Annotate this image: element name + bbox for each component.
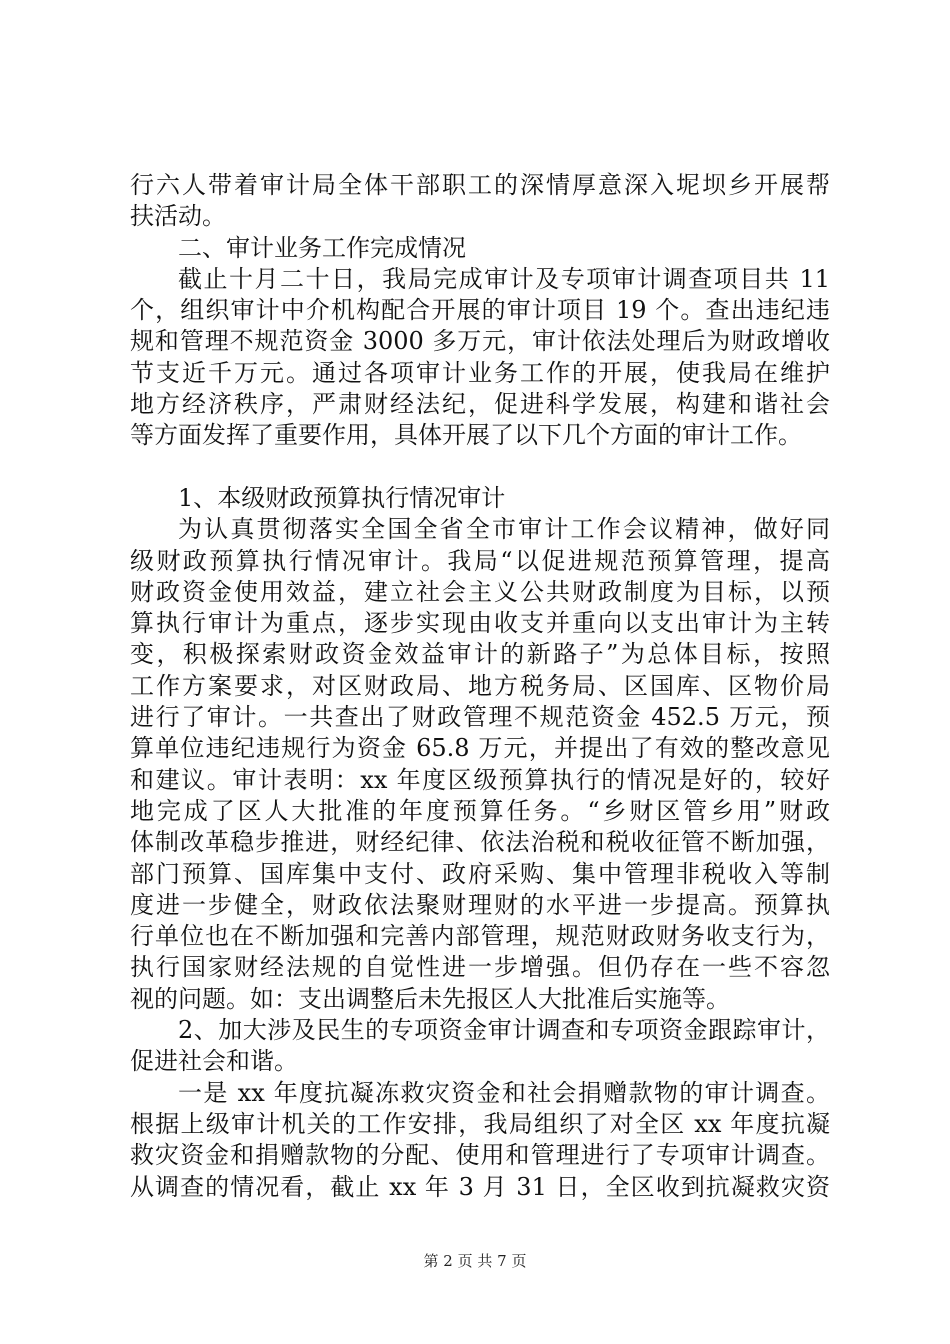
text-line: 促进社会和谐。 [130, 1047, 298, 1076]
text-line: 变，积极探索财政资金效益审计的新路子”为总体目标，按照 [130, 640, 830, 669]
text-line: 为认真贯彻落实全国全省全市审计工作会议精神，做好同 [178, 515, 830, 544]
text-line: 救灾资金和捐赠款物的分配、使用和管理进行了专项审计调查。 [130, 1141, 830, 1170]
text-line: 地方经济秩序，严肃财经法纪，促进科学发展，构建和谐社会 [130, 390, 830, 419]
text-line: 进行了审计。一共查出了财政管理不规范资金 452.5 万元，预 [130, 703, 830, 732]
text-line: 节支近千万元。通过各项审计业务工作的开展，使我局在维护 [130, 358, 830, 387]
section-heading: 二、审计业务工作完成情况 [178, 233, 466, 262]
text-line: 地完成了区人大批准的年度预算任务。“乡财区管乡用”财政 [130, 796, 830, 825]
document-body [130, 170, 830, 1203]
text-line: 体制改革稳步推进，财经纪律、依法治税和税收征管不断加强， [130, 828, 830, 857]
text-line: 规和管理不规范资金 3000 多万元，审计依法处理后为财政增收 [130, 327, 830, 356]
text-line: 财政资金使用效益，建立社会主义公共财政制度为目标，以预 [130, 577, 830, 606]
subsection-heading: 1、本级财政预算执行情况审计 [178, 483, 506, 512]
text-line: 工作方案要求，对区财政局、地方税务局、区国库、区物价局 [130, 671, 830, 700]
text-line: 行单位也在不断加强和完善内部管理，规范财政财务收支行为， [130, 922, 830, 951]
text-line: 一是 xx 年度抗凝冻救灾资金和社会捐赠款物的审计调查。 [178, 1078, 830, 1107]
text-line: 算单位违纪违规行为资金 65.8 万元，并提出了有效的整改意见 [130, 734, 830, 763]
text-line: 部门预算、国库集中支付、政府采购、集中管理非税收入等制 [130, 859, 830, 888]
text-line: 执行国家财经法规的自觉性进一步增强。但仍存在一些不容忽 [130, 953, 830, 982]
text-line: 等方面发挥了重要作用，具体开展了以下几个方面的审计工作。 [130, 421, 802, 450]
text-line: 级财政预算执行情况审计。我局“以促进规范预算管理，提高 [130, 546, 830, 575]
page-number-footer: 第 2 页 共 7 页 [423, 1252, 527, 1270]
text-line: 行六人带着审计局全体干部职工的深情厚意深入坭坝乡开展帮 [130, 171, 830, 199]
blank-line [130, 452, 830, 483]
text-line: 根据上级审计机关的工作安排，我局组织了对全区 xx 年度抗凝 [130, 1109, 830, 1138]
text-line: 从调查的情况看，截止 xx 年 3 月 31 日，全区收到抗凝救灾资 [130, 1172, 830, 1201]
text-line: 和建议。审计表明：xx 年度区级预算执行的情况是好的，较好 [130, 765, 830, 794]
text-line: 个，组织审计中介机构配合开展的审计项目 19 个。查出违纪违 [130, 296, 830, 325]
subsection-heading: 2、加大涉及民生的专项资金审计调查和专项资金跟踪审计， [178, 1016, 830, 1045]
text-line: 视的问题。如：支出调整后未先报区人大批准后实施等。 [130, 984, 730, 1013]
text-line: 扶活动。 [130, 202, 226, 231]
text-line: 截止十月二十日，我局完成审计及专项审计调查项目共 11 [178, 264, 830, 293]
text-line: 度进一步健全，财政依法聚财理财的水平进一步提高。预算执 [130, 890, 830, 919]
text-line: 算执行审计为重点，逐步实现由收支并重向以支出审计为主转 [130, 609, 830, 638]
